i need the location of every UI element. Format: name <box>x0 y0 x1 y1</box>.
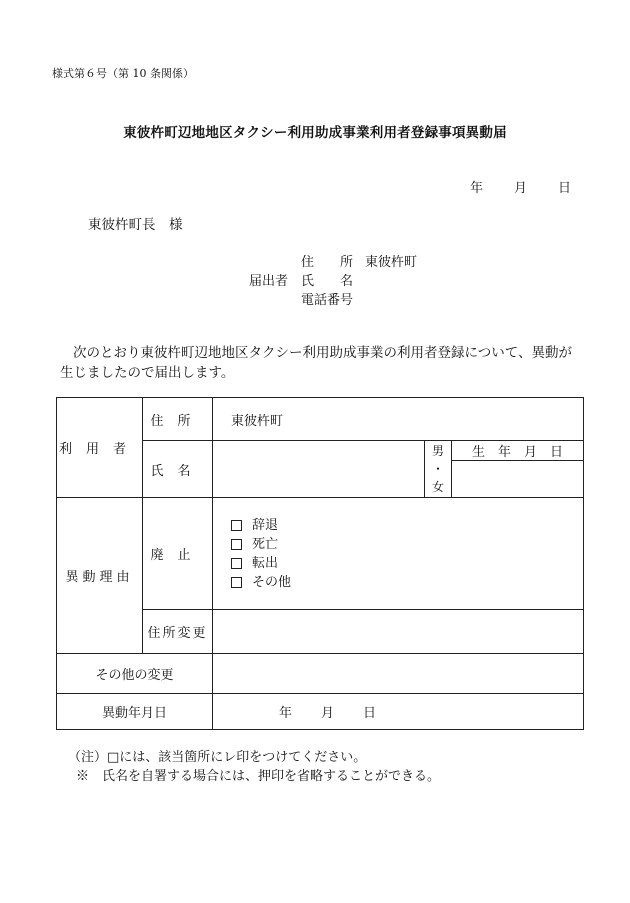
reason-label-cell <box>57 498 143 654</box>
other-change-label-cell <box>57 654 213 694</box>
change-form-table <box>56 397 584 730</box>
note-checkmark: （注）□には、該当箇所にレ印をつけてください。 <box>68 750 367 765</box>
change-date-month: 月 <box>321 706 335 721</box>
address-value: 東彼杵町 <box>231 413 284 429</box>
change-date-label: 異動年月日 <box>101 706 167 721</box>
applicant-name-row <box>301 270 365 289</box>
option-label: 辞退 <box>252 517 279 533</box>
applicant-phone-label: 電話番号 <box>301 293 354 308</box>
other-change-value-cell[interactable] <box>213 654 584 694</box>
change-date-label-cell <box>57 694 213 730</box>
date-day-label: 日 <box>558 181 572 196</box>
change-date-year: 年 <box>279 706 293 721</box>
checkbox-icon[interactable] <box>231 558 242 569</box>
checkbox-icon[interactable] <box>231 577 242 588</box>
other-change-label: その他の変更 <box>95 668 174 683</box>
gender-female: 女 <box>431 480 444 494</box>
user-label: 利用者 <box>58 442 140 457</box>
abolish-label: 廃止 <box>150 548 205 563</box>
intro-text: 次のとおり東彼杵町辺地地区タクシー利用助成事業の利用者登録について、異動が生じましたので届出します。 <box>60 345 572 381</box>
applicant-address-row <box>301 251 417 270</box>
address-label-cell <box>143 398 213 441</box>
gender-dot: ・ <box>431 462 444 476</box>
date-year-label: 年 <box>470 181 484 196</box>
address-value-cell[interactable] <box>213 398 584 441</box>
date-month-label: 月 <box>514 181 528 196</box>
change-date-value-cell[interactable] <box>213 694 584 730</box>
option-label: 転出 <box>252 555 279 571</box>
option-label: 死亡 <box>252 536 279 552</box>
applicant-address-label: 住 所 <box>301 255 354 270</box>
applicant-phone-row <box>301 289 365 308</box>
address-change-label-cell <box>143 610 213 654</box>
option-label: その他 <box>252 574 292 590</box>
note-signature: ※ 氏名を自署する場合には、押印を省略することができる。 <box>76 769 441 784</box>
document-title: 東彼杵町辺地地区タクシー利用助成事業利用者登録事項異動届 <box>123 125 507 141</box>
abolish-options-cell <box>213 498 584 610</box>
applicant-address-value[interactable]: 東彼杵町 <box>365 255 418 270</box>
birth-label: 生 年 月 日 <box>471 445 563 460</box>
notes <box>68 748 440 786</box>
option-moved-out[interactable] <box>231 554 583 573</box>
address-label: 住所 <box>150 413 205 429</box>
change-date-day: 日 <box>363 706 377 721</box>
addressee: 東彼杵町長 様 <box>88 217 183 233</box>
gender-male: 男 <box>431 444 444 458</box>
name-label: 氏名 <box>150 463 205 479</box>
checkbox-icon[interactable] <box>231 520 242 531</box>
user-label-cell <box>57 398 143 498</box>
name-label-cell <box>143 441 213 498</box>
reason-label: 異動理由 <box>65 570 134 585</box>
name-value-cell[interactable] <box>213 441 425 498</box>
address-change-label: 住所変更 <box>147 626 208 641</box>
abolish-label-cell <box>143 498 213 610</box>
gender-cell[interactable] <box>425 441 452 498</box>
checkbox-icon[interactable] <box>231 539 242 550</box>
applicant-name-label: 氏 名 <box>301 274 354 289</box>
applicant-label: 届出者 <box>249 274 289 289</box>
option-death[interactable] <box>231 535 583 554</box>
option-other[interactable] <box>231 573 583 592</box>
birth-value-cell[interactable] <box>452 461 584 498</box>
birth-label-cell <box>452 441 584 461</box>
submission-date <box>470 177 571 196</box>
option-withdrawal[interactable] <box>231 516 583 535</box>
address-change-value-cell[interactable] <box>213 610 584 654</box>
form-number: 様式第６号（第 10 条関係） <box>52 67 194 80</box>
